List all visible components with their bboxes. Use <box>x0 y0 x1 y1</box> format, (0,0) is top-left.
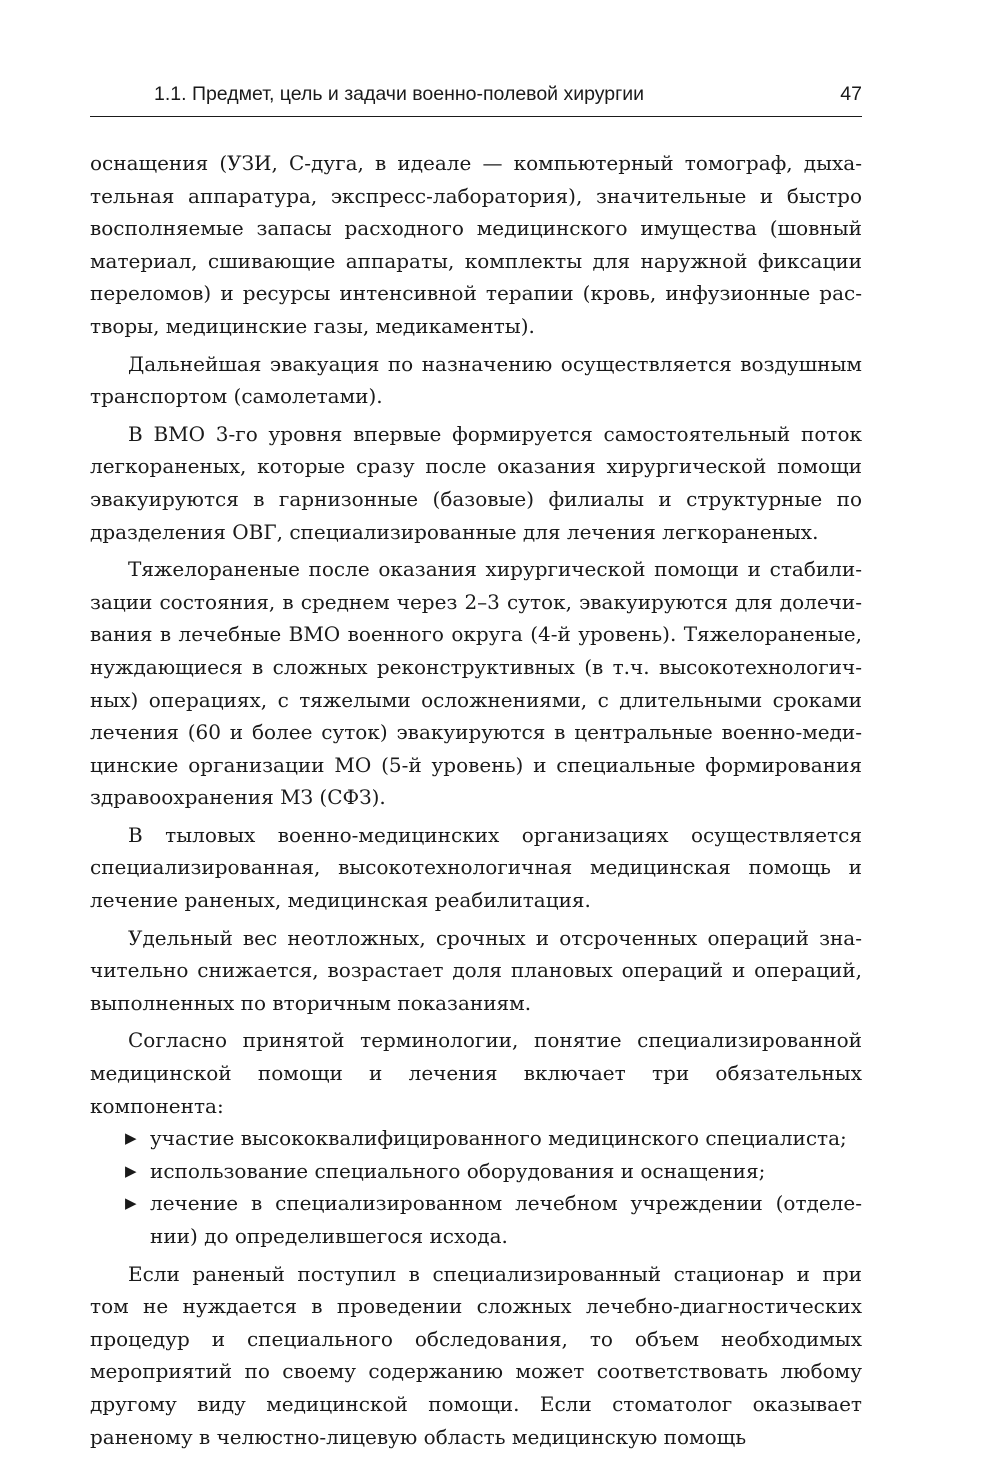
list-item <box>90 1155 862 1188</box>
triangle-bullet-icon: ▶ <box>125 1194 137 1213</box>
list-item <box>90 1122 862 1155</box>
chapter-section-title: 1.1. Предмет, цель и задачи военно-полевой хирургии <box>154 83 645 105</box>
paragraph: В ВМО 3-го уровня впервые формируется самостоятельный поток легкораненых, которые сразу после оказания хирургической помощи эвакуируются в гарнизонные (базовые) филиалы и структурные по дразделения ОВГ, специализированные для лечения легкораненых. <box>90 421 862 544</box>
paragraph: Тяжелораненые после оказания хирургической помощи и стабилизации состояния, в среднем через 2–3 суток, эвакуируются для долечивания в лечебные ВМО военного округа (4-й уровень). Тяжелораненые, нуждающиеся в сложных реконструктивных (в т.ч. высокотехнологичных) операциях, с тяжелыми осложнениями, с длительными сроками лечения (60 и более суток) эвакуируются в центральные военно-медицинские организации МО (5-й уровень) и специальные формирования здравоохранения МЗ (СФЗ). <box>90 557 862 810</box>
running-header <box>90 80 862 117</box>
book-page <box>90 0 862 1467</box>
page-number: 47 <box>840 83 862 105</box>
bullet-list <box>90 1122 862 1252</box>
paragraph: оснащения (УЗИ, С-дуга, в идеале — компьютерный томограф, дыхательная аппаратура, экспресс-лаборатория), значительные и быстро восполняемые запасы расходного медицинского имущества (шовный материал, сшивающие аппараты, комплекты для наружной фиксации переломов) и ресурсы интенсивной терапии (кровь, инфузионные растворы, медицинские газы, медикаменты). <box>90 151 862 338</box>
list-item-text: участие высококвалифицированного медицинского специалиста; <box>150 1126 847 1151</box>
body-text <box>90 147 862 1458</box>
list-item-text: использование специального оборудования и оснащения; <box>150 1158 766 1183</box>
list-item <box>90 1187 862 1252</box>
triangle-bullet-icon: ▶ <box>125 1161 137 1180</box>
triangle-bullet-icon: ▶ <box>125 1129 137 1148</box>
list-item-text: лечение в специализированном лечебном учреждении (отделении) до определившегося исхода. <box>150 1191 862 1248</box>
paragraph: Удельный вес неотложных, срочных и отсроченных операций значительно снижается, возрастает доля плановых операций и операций, выполненных по вторичным показаниям. <box>90 925 862 1015</box>
paragraph: Дальнейшая эвакуация по назначению осуществляется воздушным транспортом (самолетами). <box>90 351 862 409</box>
paragraph: В тыловых военно-медицинских организациях осуществляется специализированная, высокотехнологичная медицинская помощь и лечение раненых, медицинская реабилитация. <box>90 822 862 913</box>
paragraph: Согласно принятой терминологии, понятие специализированной медицинской помощи и лечения включает три обязательных компонента: <box>90 1028 862 1118</box>
paragraph: Если раненый поступил в специализированный стационар и при том не нуждается в проведении сложных лечебно-диагностических процедур и специального обследования, то объем необходимых мероприятий по своему содержанию может соответствовать любому другому виду медицинской помощи. Если стоматолог оказывает раненому в челюстно-лицевую область медицинскую помощь <box>90 1261 862 1449</box>
